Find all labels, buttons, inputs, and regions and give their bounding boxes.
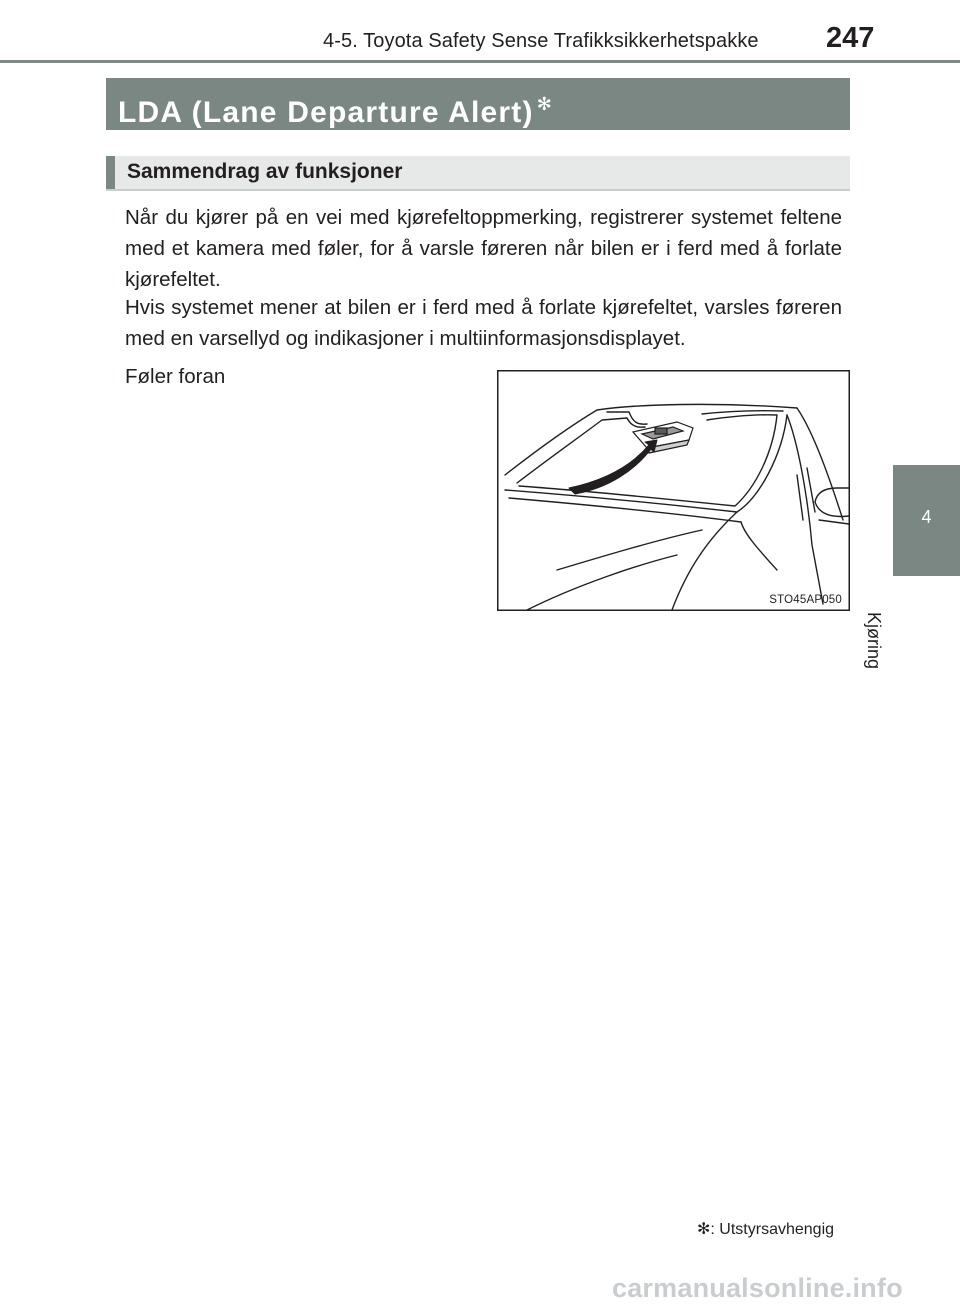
subheading: Sammendrag av funksjoner	[127, 160, 403, 183]
windshield-sensor-illustration	[497, 370, 850, 611]
running-head: 4-5. Toyota Safety Sense Trafikksikkerhetspakke	[323, 30, 759, 52]
header-rule	[0, 60, 960, 63]
subheading-bar	[106, 156, 850, 191]
section-title: LDA (Lane Departure Alert)	[118, 96, 534, 129]
body-paragraph-1: Når du kjører på en vei med kjørefeltoppmerking, registrerer systemet feltene med et kamera med føler, for å varsle føreren når bilen er i ferd med å forlate kjørefeltet.	[125, 206, 842, 291]
figure-caption: Føler foran	[125, 365, 226, 388]
illustration-code: STO45AP050	[769, 594, 842, 606]
subheading-accent	[106, 156, 115, 189]
equipment-dependent-marker: ✻	[536, 94, 552, 114]
page-number: 247	[826, 22, 875, 54]
section-title-banner	[106, 78, 850, 130]
chapter-tab	[893, 465, 960, 576]
footnote: ✻: Utstyrsavhengig	[697, 1221, 835, 1238]
chapter-number: 4	[921, 507, 932, 527]
body-paragraph-2: Hvis systemet mener at bilen er i ferd med å forlate kjørefeltet, varsles føreren med en varsellyd og indikasjoner i multiinformasjonsdisplayet.	[125, 296, 842, 350]
watermark: carmanualsonline.info	[612, 1273, 903, 1303]
chapter-label: Kjøring	[864, 612, 884, 670]
windshield-sensor-drawing	[497, 370, 850, 611]
